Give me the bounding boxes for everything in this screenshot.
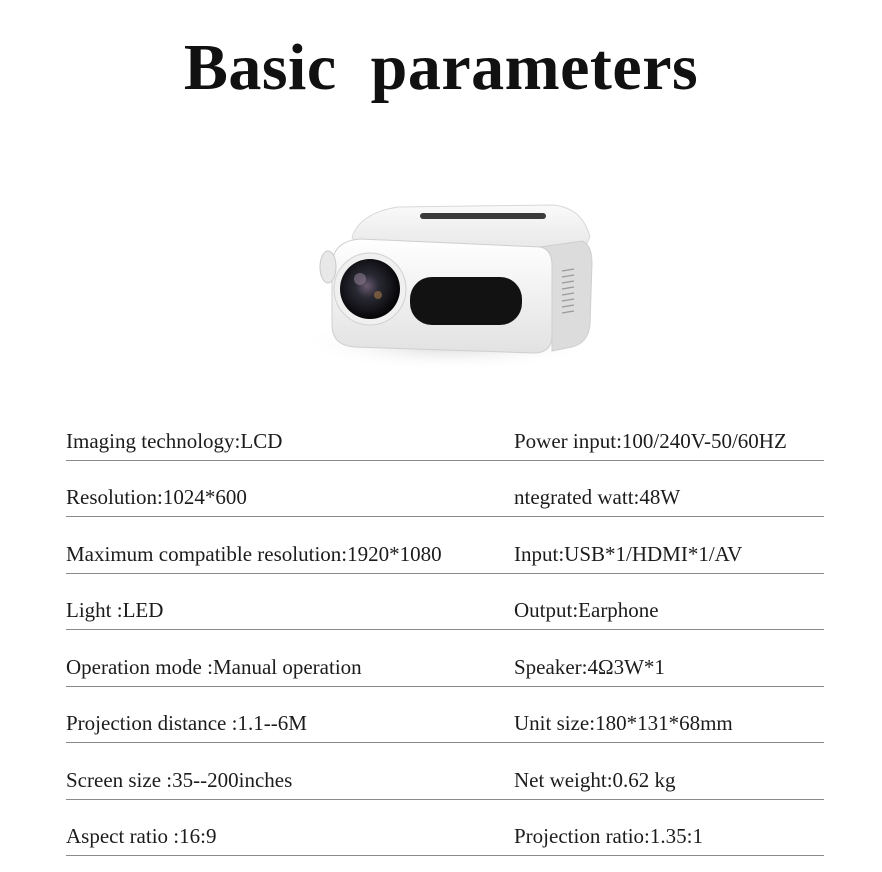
front-panel bbox=[410, 277, 522, 325]
lens bbox=[340, 259, 400, 319]
spec-projection-distance: Projection distance :1.1--6M bbox=[66, 711, 307, 735]
projector-image bbox=[290, 175, 610, 380]
spec-row bbox=[66, 800, 824, 857]
focus-knob bbox=[320, 251, 336, 283]
spec-imaging-technology: Imaging technology:LCD bbox=[66, 428, 283, 453]
spec-light: Light :LED bbox=[66, 598, 164, 622]
spec-row bbox=[66, 461, 824, 518]
spec-resolution: Resolution:1024*600 bbox=[66, 485, 247, 509]
spec-integrated-watt: ntegrated watt:48W bbox=[514, 485, 681, 509]
spec-output: Output:Earphone bbox=[514, 598, 659, 622]
spec-speaker: Speaker:4Ω3W*1 bbox=[514, 654, 665, 679]
spec-screen-size: Screen size :35--200inches bbox=[66, 767, 293, 792]
spec-unit-size: Unit size:180*131*68mm bbox=[514, 711, 733, 735]
spec-aspect-ratio: Aspect ratio :16:9 bbox=[66, 824, 217, 848]
page-title: Basic parameters bbox=[183, 31, 699, 104]
spec-row bbox=[66, 687, 824, 744]
spec-row bbox=[66, 517, 824, 574]
spec-row bbox=[66, 404, 824, 461]
spec-row bbox=[66, 743, 824, 800]
spec-net-weight: Net weight:0.62 kg bbox=[514, 767, 676, 792]
spec-row bbox=[66, 574, 824, 631]
spec-row bbox=[66, 630, 824, 687]
top-vent bbox=[420, 213, 546, 219]
spec-power-input: Power input:100/240V-50/60HZ bbox=[514, 428, 787, 453]
spec-input: Input:USB*1/HDMI*1/AV bbox=[514, 541, 743, 566]
spec-operation-mode: Operation mode :Manual operation bbox=[66, 654, 362, 679]
spec-table bbox=[66, 404, 824, 856]
spec-projection-ratio: Projection ratio:1.35:1 bbox=[514, 824, 703, 848]
spec-max-resolution: Maximum compatible resolution:1920*1080 bbox=[66, 541, 442, 566]
